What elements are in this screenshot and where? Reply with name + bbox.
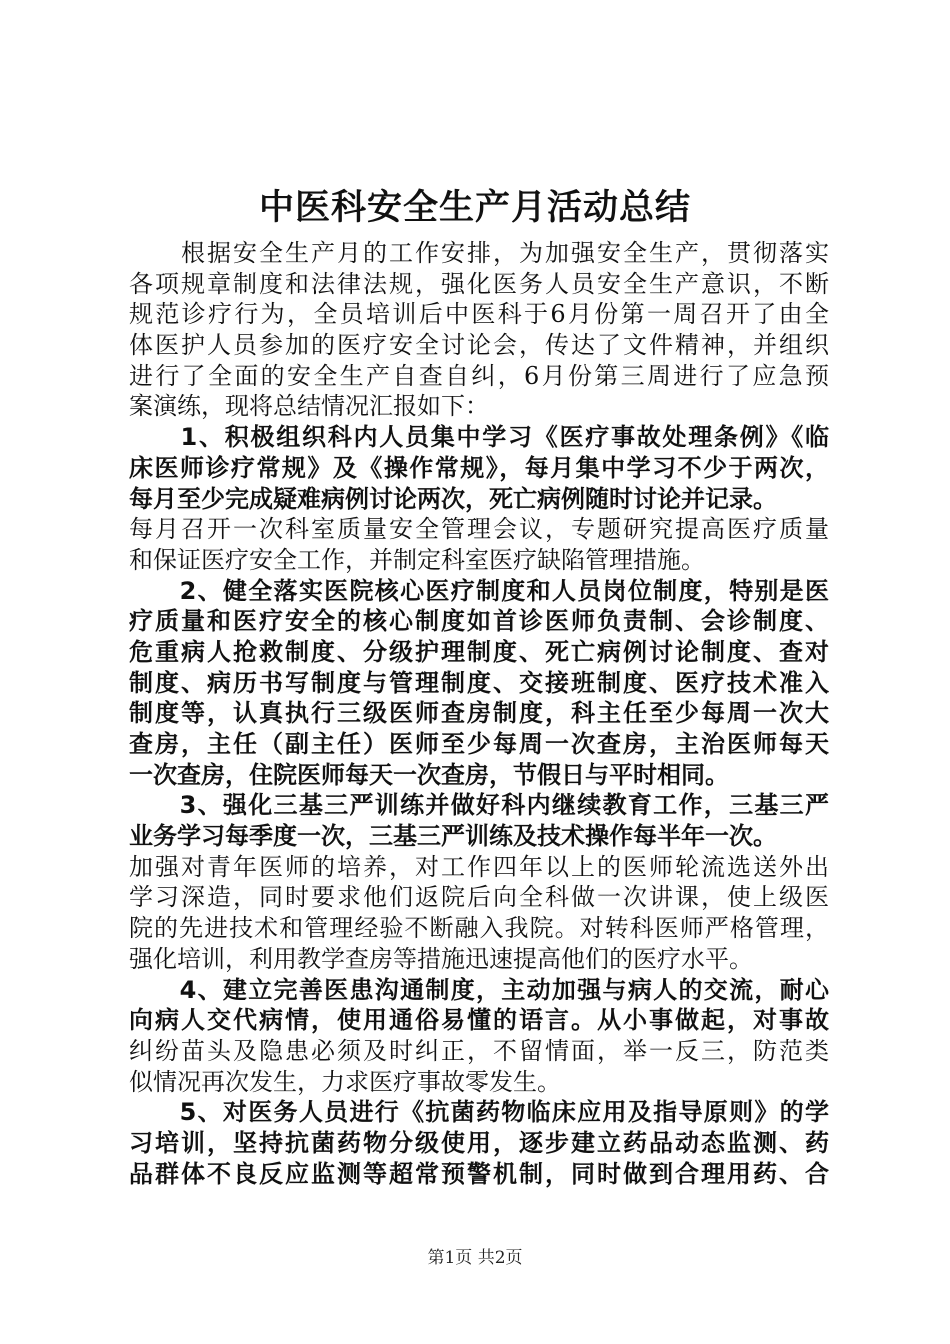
paragraph-line: 体医护人员参加的医疗安全讨论会，传达了文件精神，并组织: [129, 331, 829, 360]
paragraph-line: 3、强化三基三严训练并做好科内继续教育工作，三基三严: [129, 791, 829, 820]
paragraph-line: 习培训，坚持抗菌药物分级使用，逐步建立药品动态监测、药: [129, 1128, 829, 1157]
paragraph-line: 向病人交代病情，使用通俗易懂的语言。从小事做起，对事故: [129, 1006, 829, 1035]
paragraph-line: 4、建立完善医患沟通制度，主动加强与病人的交流，耐心: [129, 975, 829, 1004]
paragraph-line: 每月至少完成疑难病例讨论两次，死亡病例随时讨论并记录。: [129, 484, 777, 513]
page-footer: 第1页 共2页: [427, 1248, 523, 1268]
paragraph-line: 进行了全面的安全生产自查自纠，6月份第三周进行了应急预: [129, 361, 829, 390]
paragraph-line: 一次查房，住院医师每天一次查房，节假日与平时相同。: [129, 760, 729, 789]
paragraph-line: 院的先进技术和管理经验不断融入我院。对转科医师严格管理，: [129, 914, 829, 943]
paragraph-line: 品群体不良反应监测等超常预警机制，同时做到合理用药、合: [129, 1159, 829, 1188]
paragraph-line: 各项规章制度和法律法规，强化医务人员安全生产意识，不断: [129, 269, 829, 298]
document-title: 中医科安全生产月活动总结: [258, 187, 691, 228]
paragraph-line: 业务学习每季度一次，三基三严训练及技术操作每半年一次。: [129, 822, 777, 851]
paragraph-line: 纠纷苗头及隐患必须及时纠正，不留情面，举一反三，防范类: [129, 1036, 829, 1065]
paragraph-line: 1、积极组织科内人员集中学习《医疗事故处理条例》《临: [129, 423, 829, 452]
paragraph-line: 学习深造，同时要求他们返院后向全科做一次讲课，使上级医: [129, 883, 829, 912]
paragraph-line: 制度、病历书写制度与管理制度、交接班制度、医疗技术准入: [129, 668, 829, 697]
paragraph-line: 强化培训，利用教学查房等措施迅速提高他们的医疗水平。: [129, 944, 753, 973]
paragraph-line: 危重病人抢救制度、分级护理制度、死亡病例讨论制度、查对: [129, 637, 829, 666]
paragraph-line: 床医师诊疗常规》及《操作常规》，每月集中学习不少于两次，: [129, 453, 829, 482]
paragraph-line: 规范诊疗行为，全员培训后中医科于6月份第一周召开了由全: [129, 300, 829, 329]
paragraph-line: 2、健全落实医院核心医疗制度和人员岗位制度，特别是医: [129, 576, 829, 605]
paragraph-line: 案演练，现将总结情况汇报如下：: [129, 392, 489, 421]
paragraph-line: 5、对医务人员进行《抗菌药物临床应用及指导原则》的学: [129, 1098, 829, 1127]
paragraph-line: 疗质量和医疗安全的核心制度如首诊医师负责制、会诊制度、: [129, 607, 829, 636]
paragraph-line: 制度等，认真执行三级医师查房制度，科主任至少每周一次大: [129, 699, 829, 728]
paragraph-line: 查房，主任（副主任）医师至少每周一次查房，主治医师每天: [129, 730, 829, 758]
paragraph-line: 根据安全生产月的工作安排，为加强安全生产，贯彻落实: [129, 239, 829, 267]
paragraph-line: 和保证医疗安全工作，并制定科室医疗缺陷管理措施。: [129, 545, 705, 574]
paragraph-line: 加强对青年医师的培养，对工作四年以上的医师轮流选送外出: [129, 852, 829, 881]
paragraph-line: 似情况再次发生，力求医疗事故零发生。: [129, 1067, 561, 1096]
paragraph-line: 每月召开一次科室质量安全管理会议，专题研究提高医疗质量: [129, 515, 829, 544]
document-body: [129, 238, 829, 1189]
